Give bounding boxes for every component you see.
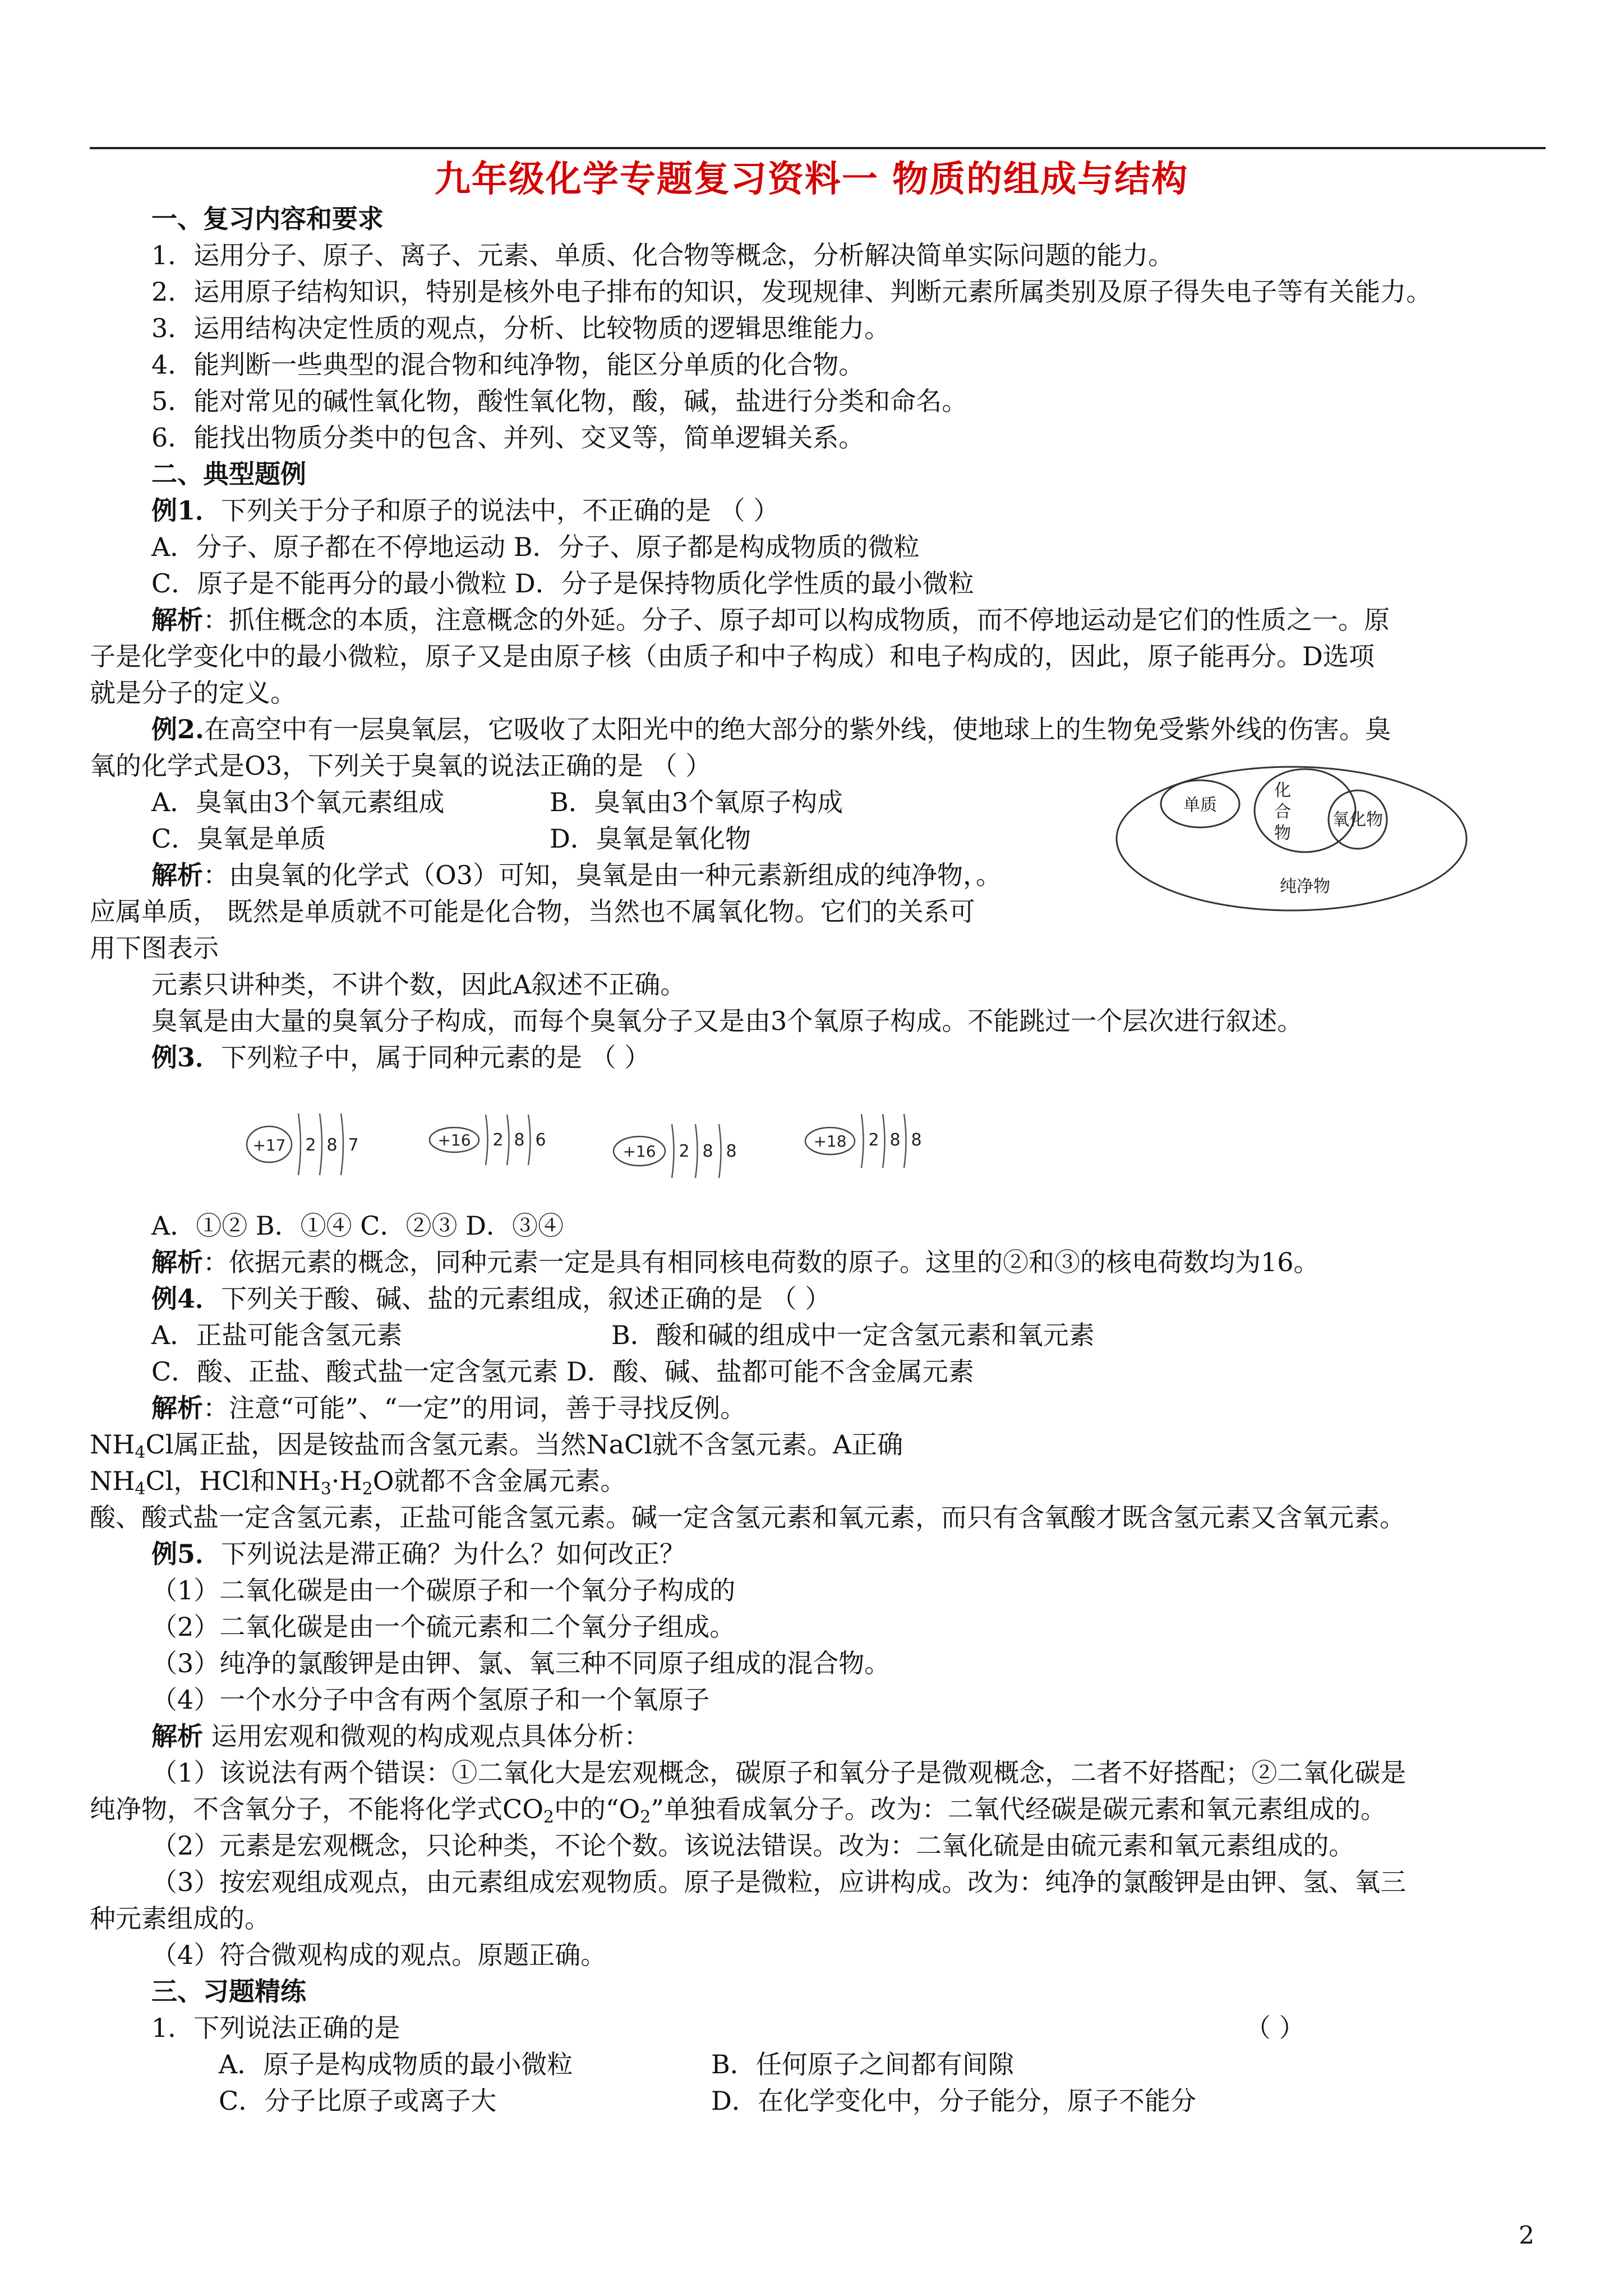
shell-electrons: 2 — [305, 1135, 316, 1155]
requirement-item: 5．能对常见的碱性氧化物，酸性氧化物，酸，碱，盐进行分类和命名。 — [151, 386, 968, 416]
shell-electrons: 8 — [889, 1130, 901, 1150]
shell-electrons: 7 — [348, 1135, 359, 1155]
example-2-analysis-cont: 元素只讲种类，不讲个数，因此A叙述不正确。 — [151, 969, 686, 1000]
header-rule — [90, 147, 1546, 149]
example-4-analysis — [151, 1391, 746, 1425]
exercise-1-option-b: B．任何原子之间都有间隙 — [711, 2049, 1014, 2079]
question-text: 下列关于酸、碱、盐的元素组成，叙述正确的是 （ ） — [221, 1283, 831, 1314]
analysis-text: ：由臭氧的化学式（O3）可知，臭氧是由一种元素新组成的纯净物，。 — [203, 860, 1002, 890]
section-heading-1: 一、复习内容和要求 — [151, 204, 384, 234]
analysis-label: 解析 — [151, 860, 203, 890]
example-5-answer-cont: 纯净物，不含氧分子，不能将化学式CO2中的“O2”单独看成氧分子。改为：二氧代经碳是碳元素和氧元素组成的。 — [90, 1794, 1386, 1827]
requirement-item: 1．运用分子、原子、离子、元素、单质、化合物等概念，分析解决简单实际问题的能力。 — [151, 240, 1174, 270]
shell-electrons: 2 — [492, 1130, 504, 1150]
atom-diagram-3 — [614, 1124, 737, 1178]
example-5-answer: （3）按宏观组成观点，由元素组成宏观物质。原子是微粒，应讲构成。改为：纯净的氯酸钾是由钾、氢、氧三 — [151, 1867, 1407, 1897]
shell-electrons: 8 — [326, 1135, 338, 1155]
shell-electrons: 8 — [726, 1142, 737, 1161]
question-text: 下列关于分子和原子的说法中，不正确的是 （ ） — [221, 495, 780, 526]
example-label: 例4． — [151, 1283, 222, 1314]
example-4-analysis-line: NH4Cl属正盐，因是铵盐而含氢元素。当然NaCl就不含氢元素。A正确 — [90, 1429, 903, 1462]
shell-electrons: 8 — [514, 1130, 525, 1150]
example-5-answer: （1）该说法有两个错误：①二氧化大是宏观概念，碳原子和氧分子是微观概念，二者不好搭配；②二氧化碳是 — [151, 1757, 1407, 1788]
analysis-label: 解析 — [151, 1393, 203, 1423]
example-5-answer: （2）元素是宏观概念，只论种类，不论个数。该说法错误。改为：二氧化硫是由硫元素和氧元素组成的。 — [151, 1830, 1355, 1861]
requirement-item: 6．能找出物质分类中的包含、并列、交叉等，简单逻辑关系。 — [151, 422, 865, 453]
page-number: 2 — [1519, 2221, 1534, 2250]
example-2-question-cont: 氧的化学式是O3，下列关于臭氧的说法正确的是 （ ） — [90, 751, 712, 781]
nucleus-charge: +18 — [813, 1132, 847, 1151]
atom-diagram-4 — [805, 1114, 922, 1168]
nucleus-charge: +16 — [437, 1131, 471, 1149]
analysis-text: ：依据元素的概念，同种元素一定是具有相同核电荷数的原子。这里的②和③的核电荷数均为16。 — [203, 1247, 1320, 1277]
question-text: 在高空中有一层臭氧层，它吸收了太阳光中的绝大部分的紫外线，使地球上的生物免受紫外线的伤害。臭 — [204, 714, 1391, 744]
element-substance-label: 单质 — [1183, 795, 1217, 815]
section-heading-3: 三、习题精练 — [151, 1976, 306, 2007]
section-heading-2: 二、典型题例 — [151, 459, 306, 489]
exercise-1-option-c: C．分子比原子或离子大 — [219, 2086, 497, 2116]
exercise-1-answer-blank: （ ） — [1245, 2013, 1305, 2043]
compound-label-3: 物 — [1274, 823, 1291, 843]
exercise-1-option-d: D．在化学变化中，分子能分，原子不能分 — [711, 2086, 1196, 2116]
classification-diagram — [1113, 766, 1472, 917]
exercise-1-option-a: A．原子是构成物质的最小微粒 — [219, 2049, 573, 2079]
example-1-options-cd: C．原子是不能再分的最小微粒 D．分子是保持物质化学性质的最小微粒 — [151, 568, 974, 599]
example-1-options-ab: A．分子、原子都在不停地运动 B．分子、原子都是构成物质的微粒 — [151, 532, 920, 562]
example-4-analysis-line: NH4Cl，HCl和NH3·H2O就都不含金属元素。 — [90, 1466, 626, 1499]
analysis-text: 运用宏观和微观的构成观点具体分析： — [203, 1721, 650, 1751]
example-2-question — [151, 712, 1391, 746]
analysis-text: ：抓住概念的本质，注意概念的外延。分子、原子却可以构成物质，而不停地运动是它们的性质之一。原 — [203, 605, 1390, 635]
example-4-option-b: B．酸和碱的组成中一定含氢元素和氧元素 — [611, 1320, 1095, 1350]
example-5-statement: （2）二氧化碳是由一个硫元素和二个氧分子组成。 — [151, 1612, 736, 1642]
question-text: 下列粒子中，属于同种元素的是 （ ） — [221, 1042, 651, 1073]
example-4-question — [151, 1282, 831, 1315]
example-2-option-a: A．臭氧由3个氧元素组成 — [151, 787, 445, 817]
analysis-label: 解析 — [151, 605, 203, 635]
analysis-text: ：注意“可能”、“一定”的用词，善于寻找反例。 — [203, 1393, 746, 1423]
example-label: 例2. — [151, 714, 205, 744]
oxide-label: 氧化物 — [1332, 810, 1383, 830]
example-5-question — [151, 1537, 685, 1571]
example-2-option-b: B．臭氧由3个氧原子构成 — [550, 787, 843, 817]
example-label: 例1． — [151, 495, 222, 526]
requirement-item: 4．能判断一些典型的混合物和纯净物，能区分单质的化合物。 — [151, 349, 865, 380]
example-2-analysis — [151, 858, 1002, 892]
pure-substance-label: 纯净物 — [1280, 877, 1330, 896]
example-label: 例5． — [151, 1539, 222, 1569]
page-title: 九年级化学专题复习资料一 物质的组成与结构 — [434, 158, 1189, 200]
example-1-analysis-cont: 就是分子的定义。 — [90, 678, 296, 708]
example-2-option-c: C．臭氧是单质 — [151, 823, 326, 854]
example-3-analysis — [151, 1245, 1320, 1279]
example-5-statement: （3）纯净的氯酸钾是由钾、氯、氧三种不同原子组成的混合物。 — [151, 1648, 891, 1678]
analysis-label: 解析 — [151, 1721, 203, 1751]
requirement-item: 3．运用结构决定性质的观点，分析、比较物质的逻辑思维能力。 — [151, 313, 891, 343]
example-3-question — [151, 1041, 650, 1074]
shell-electrons: 8 — [702, 1142, 713, 1161]
compound-label-2: 合 — [1274, 802, 1291, 822]
question-text: 下列说法是滞正确？为什么？如何改正？ — [221, 1539, 686, 1569]
shell-electrons: 2 — [679, 1142, 690, 1161]
exercise-1-question: 1．下列说法正确的是 — [151, 2013, 400, 2043]
compound-label-1: 化 — [1274, 781, 1291, 800]
nucleus-charge: +17 — [252, 1136, 286, 1154]
example-5-statement: （4）一个水分子中含有两个氢原子和一个氧原子 — [151, 1685, 710, 1715]
shell-electrons: 2 — [868, 1130, 879, 1150]
example-5-answer: （4）符合微观构成的观点。原题正确。 — [151, 1940, 607, 1970]
atom-diagram-2 — [430, 1115, 546, 1165]
example-5-analysis — [151, 1719, 650, 1753]
example-5-answer-cont: 种元素组成的。 — [90, 1903, 270, 1934]
example-1-question — [151, 494, 779, 527]
atom-diagram-1 — [247, 1114, 359, 1175]
example-4-analysis-line: 酸、酸式盐一定含氢元素，正盐可能含氢元素。碱一定含氢元素和氧元素，而只有含氧酸才既含氢元素又含氧元素。 — [90, 1502, 1405, 1533]
atom-structure-diagrams — [236, 1094, 965, 1200]
example-5-statement: （1）二氧化碳是由一个碳原子和一个氧分子构成的 — [151, 1575, 736, 1605]
example-1-analysis-cont: 子是化学变化中的最小微粒，原子又是由原子核（由质子和中子构成）和电子构成的，因此，原子能再分。D选项 — [90, 641, 1375, 671]
example-3-options: A．①② B．①④ C．②③ D．③④ — [151, 1211, 564, 1241]
analysis-label: 解析 — [151, 1247, 203, 1277]
example-2-analysis-cont: 应属单质， 既然是单质就不可能是化合物，当然也不属氧化物。它们的关系可 — [90, 896, 975, 927]
example-label: 例3． — [151, 1042, 222, 1073]
nucleus-charge: +16 — [623, 1142, 656, 1161]
requirement-item: 2．运用原子结构知识，特别是核外电子排布的知识，发现规律、判断元素所属类别及原子得失电子等有关能力。 — [151, 277, 1432, 307]
example-4-options-cd: C．酸、正盐、酸式盐一定含氢元素 D．酸、碱、盐都可能不含金属元素 — [151, 1356, 974, 1387]
shell-electrons: 6 — [535, 1130, 546, 1150]
example-1-analysis — [151, 603, 1390, 637]
example-2-analysis-cont: 用下图表示 — [90, 933, 219, 963]
shell-electrons: 8 — [911, 1130, 922, 1150]
example-2-option-d: D．臭氧是氧化物 — [550, 823, 751, 854]
example-2-analysis-cont: 臭氧是由大量的臭氧分子构成，而每个臭氧分子又是由3个氧原子构成。不能跳过一个层次进行叙述。 — [151, 1006, 1303, 1036]
example-4-option-a: A．正盐可能含氢元素 — [151, 1320, 403, 1350]
